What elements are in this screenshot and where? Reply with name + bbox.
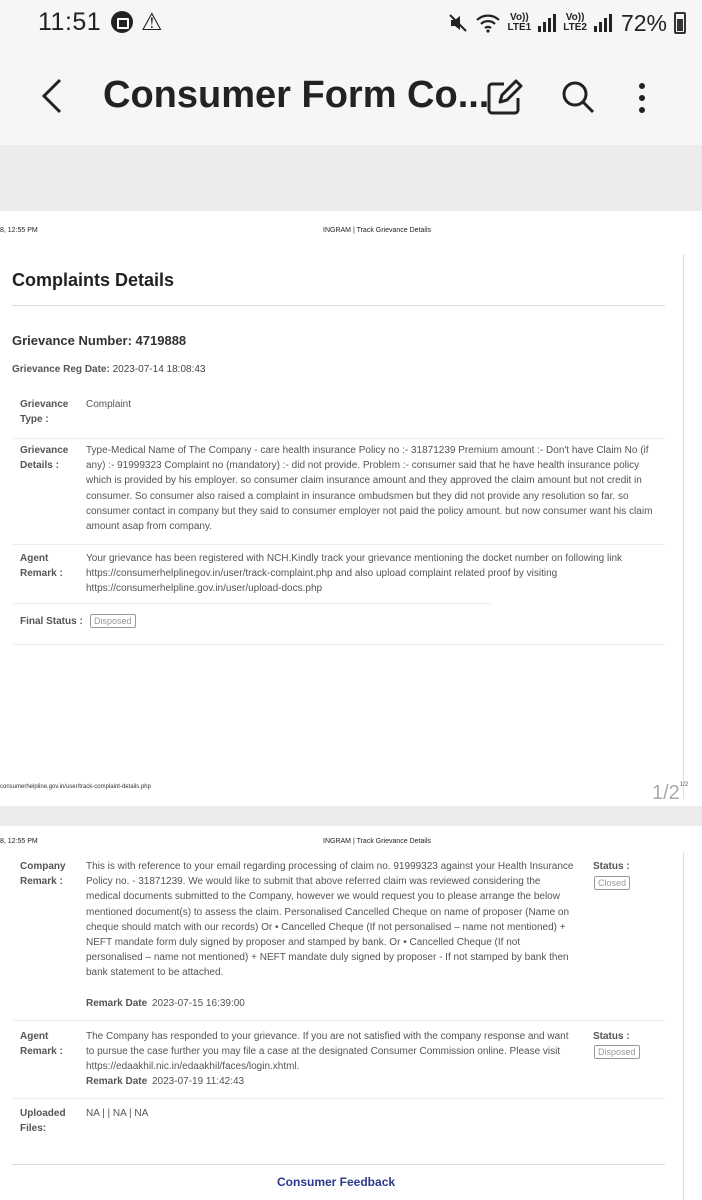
company-remark-label: Company Remark : <box>20 861 66 887</box>
document-title: Consumer Form Co... <box>103 74 490 116</box>
divider <box>12 544 665 545</box>
grievance-details-label: Grievance Details : <box>20 445 69 471</box>
mute-icon <box>448 13 468 33</box>
company-remark-value: This is with reference to your email regarding processing of claim no. 91999323 against your Health Insurance Policy no. - 31871239. We would like to submit that above referred claim was reviewed considering the medical documents submitted to the Company, however we would request you to please arrange the below mentioned document(s) to assess the claim. Personalised Cancelled Cheque on name of proposer (Name on cheque should match with our records) Or • Cancelled Cheque (If not personalised – name not mentioned) + NEFT mandate form duly signed by proposer and stamped by bank. Or • Cancelled Cheque (If not personalised – name not mentioned) + NEFT mandate duly signed by proposer - If not stamped by bank then bank statement to be attached. <box>86 861 574 979</box>
company-remark-date: 2023-07-15 16:39:00 <box>152 998 245 1009</box>
agent-remark-value: Your grievance has been registered with NCH.Kindly track your grievance mentioning the docket number on following link https://consumerhelplinegov.in/user/track-complaint.php and also upload complaint related proof by visiting https://consumerhelpline.gov.in/user/upload-docs.php <box>86 553 623 595</box>
signal-icon <box>594 14 612 32</box>
reg-date-value: 2023-07-14 18:08:43 <box>112 364 206 375</box>
net2-bottom: LTE2 <box>563 22 587 33</box>
battery-icon <box>674 12 686 34</box>
search-icon[interactable] <box>558 78 598 118</box>
print-title: INGRAM | Track Grievance Details <box>323 227 432 234</box>
divider <box>12 1098 665 1099</box>
grievance-details-value: Type-Medical Name of The Company - care health insurance Policy no :- 31871239 Premium amount :- Don't have Claim No (if any) :- 91999323 Complaint no (mandatory) :- did not provide. Problem :- consumer said that he have health insurance policy which is provided by his employer. so consumer claim insurance amount and they approved the claim amount but not credit in consumer. So consumer also raised a complaint in insurance ombudsmen but they did not provide any resolution so far. so consumer contact in company but they said to consumer employer not paid the policy amount. but now consumer want his claim amount asap from company. <box>86 445 653 533</box>
agent-status-badge: Disposed <box>594 1045 640 1059</box>
signal-icon <box>538 14 556 32</box>
final-status-label: Final Status : <box>20 616 83 627</box>
pdf-page-2 <box>0 826 702 1200</box>
agent-remark-2-value: The Company has responded to your grievance. If you are not satisfied with the company response and want to pursue the case further you may file a case at the designated Consumer Commission online. Please visit https://edaakhil.nic.in/edaakhil/faces/login.xhtml. <box>86 1031 569 1073</box>
more-icon[interactable] <box>622 78 662 118</box>
network-1-label <box>508 13 532 33</box>
back-icon[interactable] <box>40 76 74 116</box>
video-call-icon <box>111 11 133 33</box>
grievance-type-label: Grievance Type : <box>20 399 69 425</box>
print-time: 8, 12:55 PM <box>0 227 38 234</box>
card-border <box>683 852 684 1200</box>
battery-percent: 72% <box>620 9 667 36</box>
divider <box>12 1020 665 1021</box>
viewer-background <box>0 145 702 211</box>
status-bar <box>0 0 702 50</box>
reg-date-label: Grievance Reg Date: <box>12 364 110 375</box>
clock: 11:51 <box>38 8 102 36</box>
pdf-page-1 <box>0 211 702 806</box>
warning-icon: ⚠ <box>141 9 163 36</box>
agent-remark-date: 2023-07-19 11:42:43 <box>152 1076 245 1087</box>
status-icons <box>448 9 686 37</box>
net2-top: Vo)) <box>565 12 585 23</box>
pager-main: 1/2 <box>652 782 680 804</box>
consumer-feedback-link[interactable]: Consumer Feedback <box>277 1175 396 1189</box>
divider <box>12 438 665 439</box>
agent-remark-date-label: Remark Date <box>86 1076 148 1087</box>
divider <box>12 644 665 645</box>
app-bar <box>0 50 702 145</box>
grievance-type-value: Complaint <box>86 399 132 410</box>
print-title: INGRAM | Track Grievance Details <box>323 838 432 845</box>
net1-top: Vo)) <box>510 12 529 23</box>
divider <box>12 1164 665 1165</box>
final-status-badge: Disposed <box>90 614 136 628</box>
reg-date <box>12 364 205 375</box>
page-url: consumerhelpline.gov.in/user/track-complaint-details.php <box>0 784 151 790</box>
grievance-number: Grievance Number: 4719888 <box>12 333 187 348</box>
page-indicator <box>652 782 688 805</box>
net1-bottom: LTE1 <box>507 22 532 33</box>
divider <box>12 603 492 604</box>
agent-status-label: Status : <box>593 1031 630 1042</box>
pager-small: 1/2 <box>679 782 689 788</box>
company-remark-date-label: Remark Date <box>86 998 148 1009</box>
card-border <box>683 254 684 799</box>
company-status-badge: Closed <box>594 876 630 890</box>
agent-remark-2-label: Agent Remark : <box>20 1031 63 1057</box>
wifi-icon <box>475 13 501 33</box>
company-status-label: Status : <box>593 861 630 872</box>
page-heading: Complaints Details <box>12 270 175 290</box>
print-time: 8, 12:55 PM <box>0 838 38 845</box>
uploaded-files-value: NA | | NA | NA <box>86 1108 149 1119</box>
edit-icon[interactable] <box>484 78 524 118</box>
uploaded-files-label: Uploaded Files: <box>20 1108 66 1134</box>
network-2-label <box>563 13 587 33</box>
divider <box>12 305 665 306</box>
agent-remark-label: Agent Remark : <box>20 553 63 579</box>
